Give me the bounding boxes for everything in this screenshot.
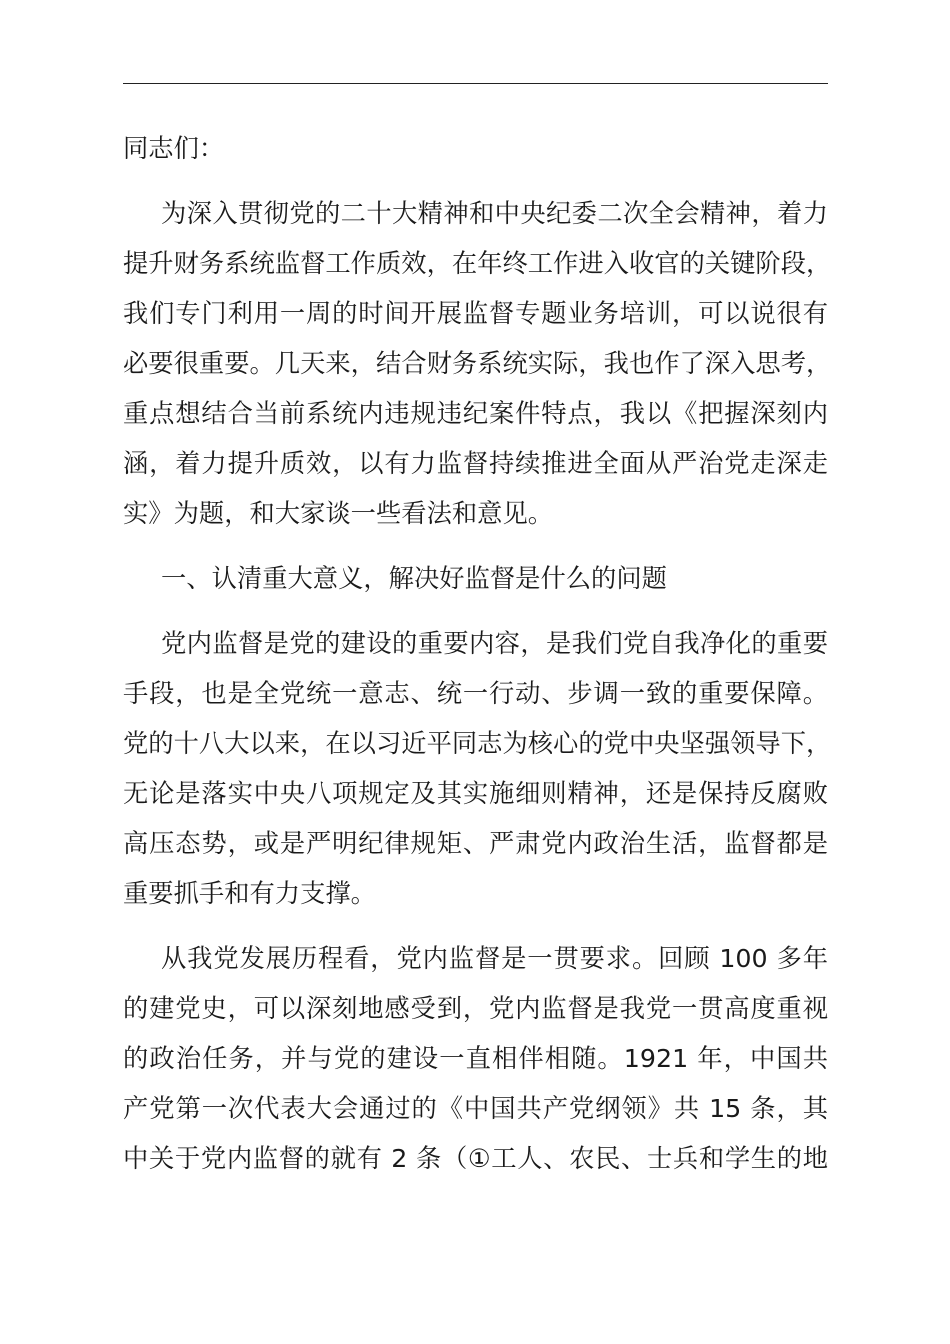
document-body bbox=[123, 124, 832, 1184]
text-line: 涵，着力提升质效，以有力监督持续推进全面从严治党走深走 bbox=[123, 449, 828, 478]
text-line: 必要很重要。几天来，结合财务系统实际，我也作了深入思考， bbox=[123, 349, 832, 378]
paragraph-supervision bbox=[123, 619, 832, 919]
text-line: 党内监督是党的建设的重要内容，是我们党自我净化的重要 bbox=[161, 629, 828, 658]
header-rule bbox=[123, 83, 828, 84]
text-line: 手段，也是全党统一意志、统一行动、步调一致的重要保障。 bbox=[123, 679, 828, 708]
text-line: 产党第一次代表大会通过的《中国共产党纲领》共 15 条，其 bbox=[123, 1094, 828, 1123]
text-line: 高压态势，或是严明纪律规矩、严肃党内政治生活，监督都是 bbox=[123, 829, 828, 858]
section-heading bbox=[123, 554, 828, 604]
salutation: 同志们： bbox=[123, 134, 225, 163]
text-line: 无论是落实中央八项规定及其实施细则精神，还是保持反腐败 bbox=[123, 779, 828, 808]
text-line: 中关于党内监督的就有 2 条（①工人、农民、士兵和学生的地 bbox=[123, 1144, 828, 1173]
text-line: 的政治任务，并与党的建设一直相伴相随。1921 年，中国共 bbox=[123, 1044, 828, 1073]
text-line: 实》为题，和大家谈一些看法和意见。 bbox=[123, 499, 554, 528]
text-line: 从我党发展历程看，党内监督是一贯要求。回顾 100 多年 bbox=[161, 944, 828, 973]
text-line: 为深入贯彻党的二十大精神和中央纪委二次全会精神，着力 bbox=[161, 199, 828, 228]
text-line: 重点想结合当前系统内违规违纪案件特点，我以《把握深刻内 bbox=[123, 399, 828, 428]
heading-line: 一、认清重大意义，解决好监督是什么的问题 bbox=[161, 564, 667, 593]
text-line: 党的十八大以来，在以习近平同志为核心的党中央坚强领导下， bbox=[123, 729, 832, 758]
text-line: 的建党史，可以深刻地感受到，党内监督是我党一贯高度重视 bbox=[123, 994, 828, 1023]
text-line: 提升财务系统监督工作质效，在年终工作进入收官的关键阶段， bbox=[123, 249, 832, 278]
text-line: 我们专门利用一周的时间开展监督专题业务培训，可以说很有 bbox=[123, 299, 828, 328]
paragraph-intro bbox=[123, 189, 832, 539]
text-line: 重要抓手和有力支撑。 bbox=[123, 879, 376, 908]
paragraph-history bbox=[123, 934, 828, 1184]
